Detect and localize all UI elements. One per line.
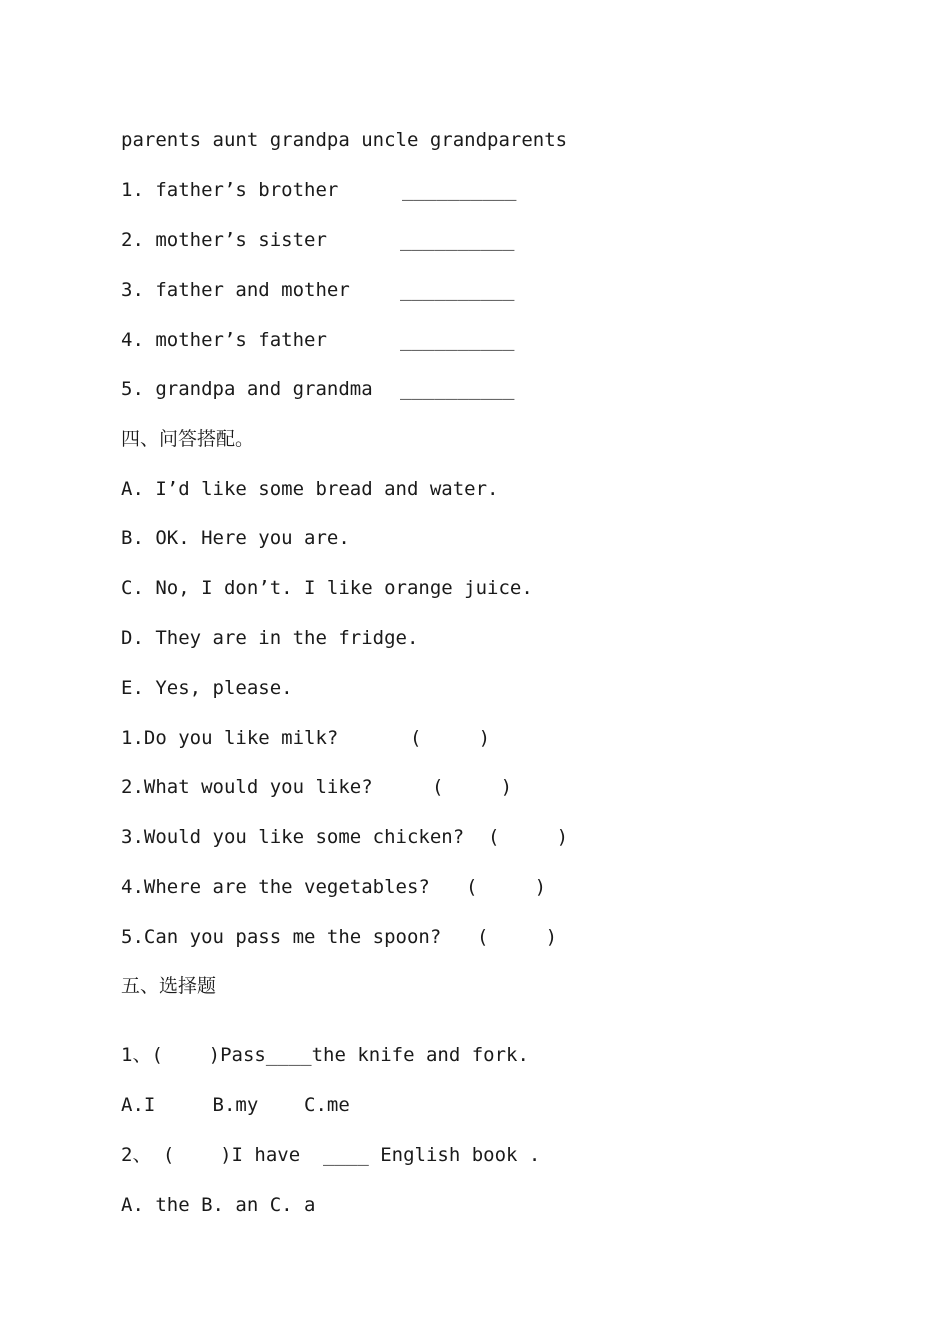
s3-item-3-blank: __________ [400,279,515,301]
s3-item-4-text: 4. mother’s father [121,329,327,351]
s3-item-1-blank: __________ [402,179,517,201]
s3-item-1-text: 1. father’s brother [121,179,339,201]
s4-question-5: 5.Can you pass me the spoon? [121,926,442,948]
s4-question-2-answer-slot[interactable]: ( ) [432,776,513,798]
s4-question-3-answer-slot[interactable]: ( ) [488,826,569,848]
s5-question-1-options: A.I B.my C.me [121,1094,350,1116]
s4-answer-e: E. Yes, please. [121,677,293,699]
s4-question-2: 2.What would you like? [121,776,373,798]
s5-question-2-options: A. the B. an C. a [121,1194,316,1216]
s4-question-1: 1.Do you like milk? [121,727,339,749]
s3-item-4-blank: __________ [400,329,515,351]
s3-item-5-text: 5. grandpa and grandma [121,378,373,400]
word-bank: parents aunt grandpa uncle grandparents [121,129,568,151]
section4-heading: 四、问答搭配。 [121,428,255,450]
s3-item-2-blank: __________ [400,229,515,251]
s3-item-2-text: 2. mother’s sister [121,229,327,251]
s4-answer-d: D. They are in the fridge. [121,627,419,649]
s4-answer-b: B. OK. Here you are. [121,527,350,549]
s4-question-4: 4.Where are the vegetables? [121,876,430,898]
s4-question-5-answer-slot[interactable]: ( ) [477,926,558,948]
s4-question-4-answer-slot[interactable]: ( ) [466,876,547,898]
s4-answer-c: C. No, I don’t. I like orange juice. [121,577,533,599]
s4-answer-a: A. I’d like some bread and water. [121,478,499,500]
s4-question-3: 3.Would you like some chicken? [121,826,465,848]
s5-question-2: 2、 ( )I have ____ English book . [121,1144,541,1166]
s3-item-3-text: 3. father and mother [121,279,350,301]
section5-heading: 五、选择题 [121,975,217,997]
s3-item-5-blank: __________ [400,378,515,400]
s5-question-1: 1、( )Pass____the knife and fork. [121,1044,529,1066]
s4-question-1-answer-slot[interactable]: ( ) [410,727,491,749]
